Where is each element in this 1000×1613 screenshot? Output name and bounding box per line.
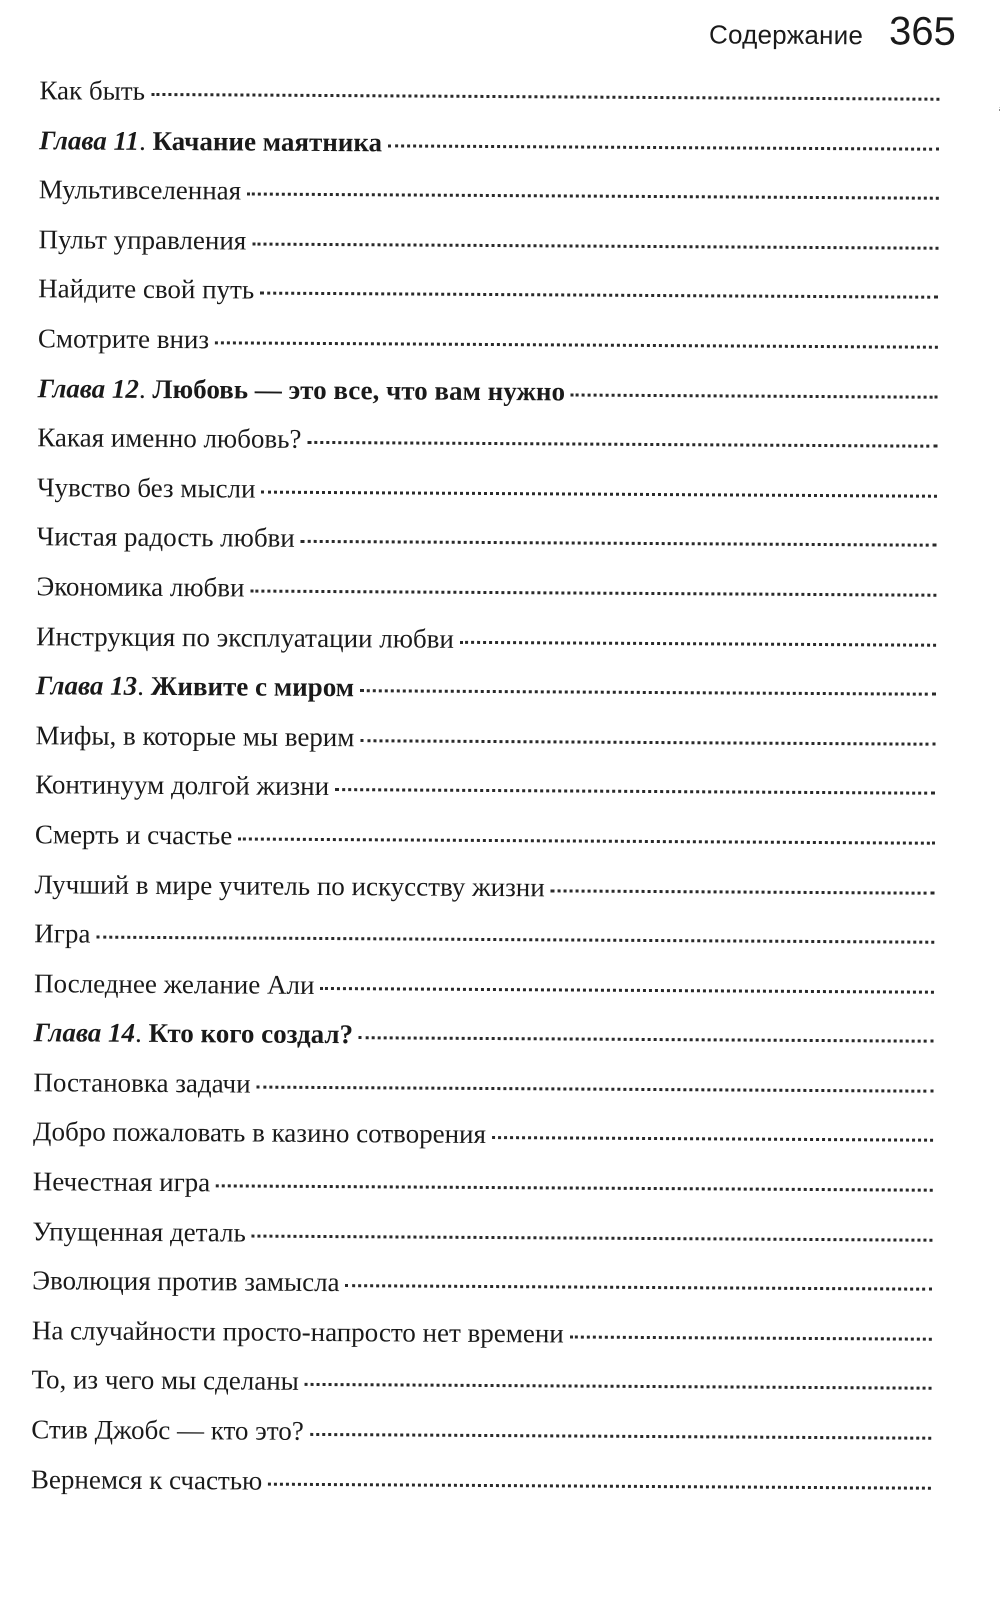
toc-entry-name: Любовь — это все, что вам нужно — [152, 373, 566, 407]
running-head — [709, 8, 956, 55]
toc-entry-page-number — [21, 75, 1000, 1613]
toc-entry-name: Найдите свой путь — [38, 273, 255, 305]
toc-entry-name: Пульт управления — [38, 224, 247, 256]
table-of-contents — [31, 75, 958, 1519]
toc-entry-title: Глава 12. Любовь — это все, что вам нужно — [37, 372, 566, 407]
toc-entry-name: То, из чего мы сделаны — [31, 1364, 299, 1397]
toc-entry[interactable] — [31, 1464, 949, 1519]
toc-entry-name: Какая именно любовь? — [37, 422, 302, 455]
toc-entry-name: На случайности просто-напросто нет времени — [31, 1315, 564, 1349]
toc-entry-name: Постановка задачи — [33, 1067, 251, 1099]
toc-entry-name: Смерть и счастье — [34, 819, 233, 851]
toc-entry-title: Глава 11. Качание маятника — [39, 124, 383, 157]
toc-entry-name: Нечестная игра — [32, 1166, 211, 1198]
toc-entry-name: Инструкция по эксплуатации любви — [36, 620, 454, 654]
toc-entry-name: Качание маятника — [152, 125, 383, 157]
toc-entry-name: Упущенная деталь — [32, 1215, 246, 1248]
toc-entry-name: Игра — [34, 918, 91, 949]
chapter-label: Глава 14 — [33, 1017, 136, 1049]
toc-entry-name: Как быть — [39, 75, 146, 106]
toc-entry-name: Лучший в мире учитель по искусству жизни — [34, 868, 545, 902]
toc-entry-name: Мультивселенная — [38, 174, 242, 206]
toc-entry-name: Чистая радость любви — [36, 521, 295, 554]
toc-entry-name: Мифы, в которые мы верим — [35, 719, 355, 752]
toc-entry-name: Добро пожаловать в казино сотворения — [32, 1116, 487, 1150]
toc-entry-name: Живите с миром — [150, 671, 355, 703]
toc-entry-title: Глава 14. Кто кого создал? — [33, 1017, 354, 1050]
toc-entry-name: Вернемся к счастью — [30, 1463, 263, 1496]
chapter-label: Глава 12 — [37, 372, 140, 404]
page-number: 365 — [888, 9, 956, 54]
section-title: Содержание — [709, 19, 864, 51]
toc-entry-name: Континуум долгой жизни — [35, 769, 330, 802]
chapter-label: Глава 13 — [35, 670, 138, 701]
toc-entry-title: Глава 13. Живите с миром — [35, 670, 355, 703]
toc-entry-name: Последнее желание Али — [33, 967, 315, 1000]
toc-entry-name: Экономика любви — [36, 571, 245, 603]
toc-entry-name: Стив Джобс — кто это? — [31, 1414, 304, 1446]
chapter-label: Глава 11 — [39, 124, 140, 156]
toc-entry-name: Смотрите вниз — [37, 323, 210, 355]
toc-entry-name: Чувство без мысли — [36, 471, 256, 504]
toc-entry-name: Эволюция против замысла — [32, 1265, 340, 1298]
toc-entry-name: Кто кого создал? — [148, 1018, 354, 1050]
